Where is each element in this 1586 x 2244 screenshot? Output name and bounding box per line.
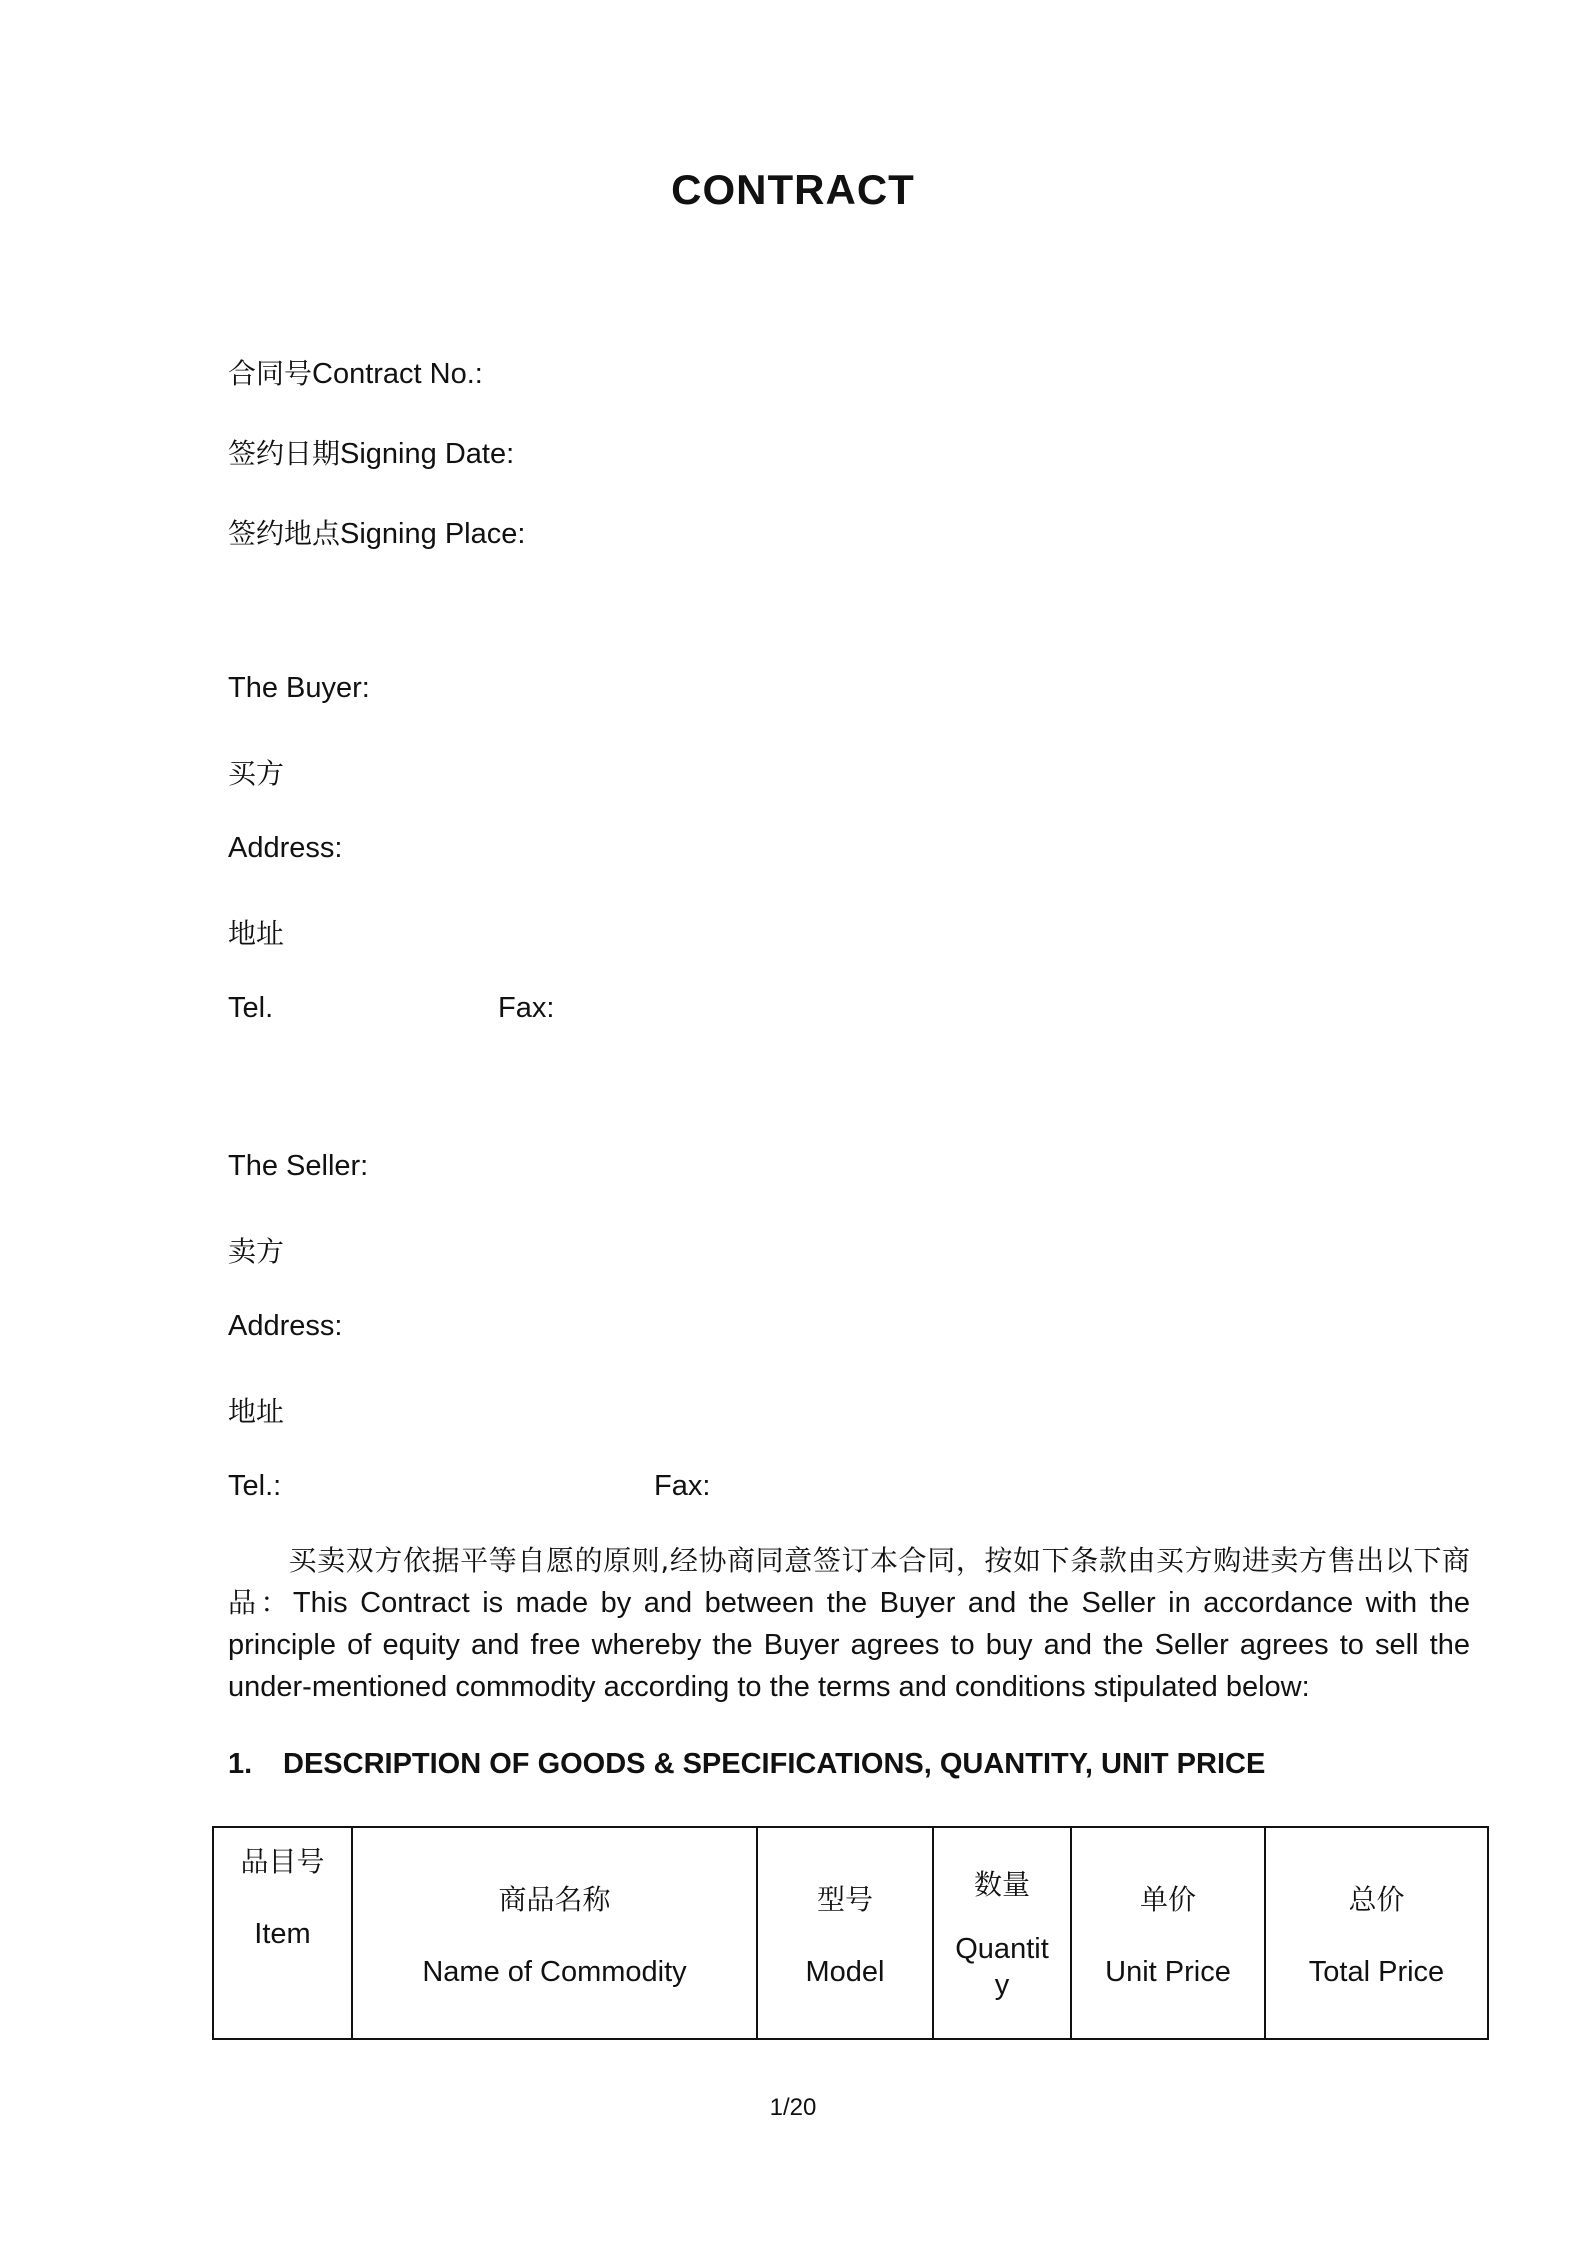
buyer-address-label: Address: — [228, 832, 343, 864]
goods-table — [212, 1826, 1489, 2040]
column-header-en: Item — [254, 1918, 311, 1950]
column-header-zh: 商品名称 — [498, 1882, 611, 1916]
section-number: 1. — [228, 1748, 253, 1780]
signing-place-field — [228, 512, 525, 552]
column-header-en: Unit Price — [1105, 1955, 1231, 1988]
column-header-total-price — [1265, 1827, 1488, 2039]
buyer-label-zh — [228, 752, 284, 792]
buyer-fax-label: Fax: — [498, 992, 555, 1024]
column-header-en: Name of Commodity — [422, 1955, 687, 1988]
preamble-en: This Contract is made by and between the Buyer and the Seller in accordance with the principle of equity and free whereby the Buyer agrees to buy and the Seller agrees to sell the under-mentioned commodity according to the terms and conditions stipulated below: — [228, 1587, 1470, 1703]
contract-no-label-zh: 合同号 — [228, 357, 313, 390]
column-header-zh: 总价 — [1348, 1882, 1405, 1916]
column-header-en: Model — [805, 1955, 885, 1988]
section-1-heading — [228, 1748, 1265, 1781]
signing-date-label-zh: 签约日期 — [228, 437, 341, 470]
column-header-zh: 型号 — [816, 1882, 873, 1916]
seller-label-zh — [228, 1230, 284, 1270]
table-header-row — [213, 1827, 1488, 2039]
column-header-model — [757, 1827, 933, 2039]
contract-no-field — [228, 352, 483, 392]
column-header-zh: 单价 — [1139, 1882, 1196, 1916]
section-title: DESCRIPTION OF GOODS & SPECIFICATIONS, QUANTITY, UNIT PRICE — [283, 1748, 1266, 1780]
contract-no-label-en: Contract No.: — [312, 358, 483, 390]
column-header-en: Quantity — [955, 1933, 1049, 2001]
column-header-quantity — [933, 1827, 1071, 2039]
column-header-unit-price — [1071, 1827, 1265, 2039]
column-header-zh: 品目号 — [240, 1845, 325, 1878]
column-header-item — [213, 1827, 352, 2039]
buyer-label: The Buyer: — [228, 672, 370, 704]
buyer-label-zh-text: 买方 — [228, 757, 285, 790]
signing-place-label-zh: 签约地点 — [228, 517, 341, 550]
column-header-commodity — [352, 1827, 757, 2039]
buyer-address-label-zh — [228, 912, 284, 952]
seller-fax-label: Fax: — [654, 1470, 711, 1502]
preamble-zh: 买卖双方依据平等自愿的原则,经协商同意签订本合同，按如下条款由买方购进卖方售出以下商品： — [228, 1544, 1470, 1619]
seller-tel-label: Tel.: — [228, 1470, 282, 1502]
buyer-tel-label: Tel. — [228, 992, 274, 1024]
column-header-zh: 数量 — [973, 1868, 1030, 1901]
signing-place-label-en: Signing Place: — [340, 518, 526, 550]
column-header-en: Total Price — [1308, 1955, 1445, 1988]
seller-address-label-zh — [228, 1390, 284, 1430]
signing-date-label-en: Signing Date: — [340, 438, 515, 470]
preamble-paragraph — [228, 1540, 1470, 1708]
signing-date-field — [228, 432, 514, 472]
page-number: 1/20 — [769, 2094, 817, 2121]
seller-label: The Seller: — [228, 1150, 369, 1182]
buyer-address-zh-text: 地址 — [228, 917, 285, 950]
seller-address-zh-text: 地址 — [228, 1395, 285, 1428]
seller-address-label: Address: — [228, 1310, 343, 1342]
document-title: CONTRACT — [671, 166, 915, 213]
seller-label-zh-text: 卖方 — [228, 1235, 285, 1268]
